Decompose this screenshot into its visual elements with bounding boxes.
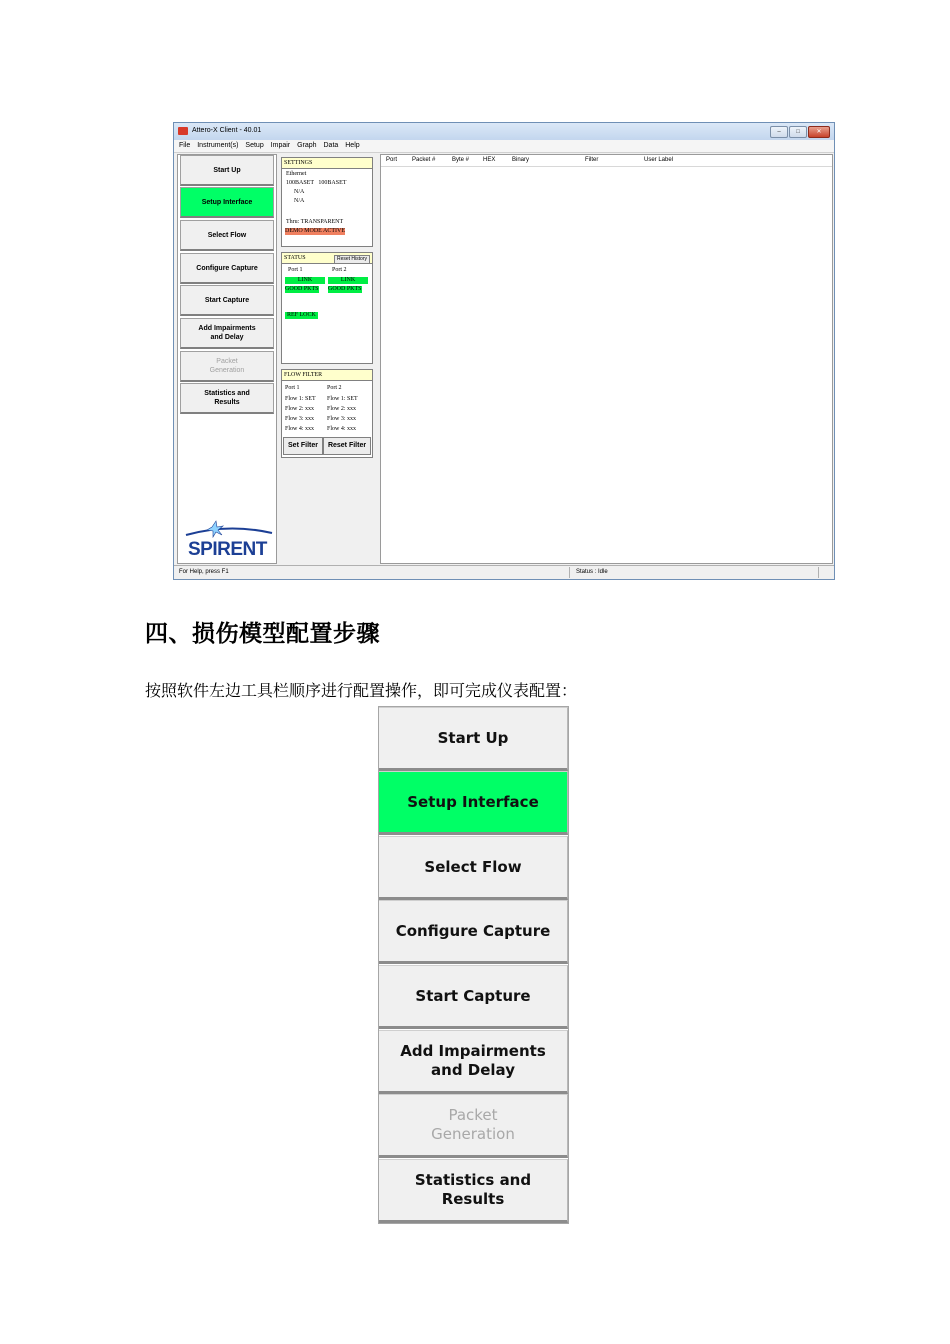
maximize-button[interactable]: □ [789,126,807,138]
tool-setup-interface-button[interactable]: Setup Interface [180,187,274,218]
spirent-logo-text: SPIRENT [188,539,267,560]
status-separator [569,567,570,578]
menu-help[interactable]: Help [345,142,360,149]
app-window [173,122,835,580]
capture-table[interactable] [380,154,833,564]
menu-file[interactable]: File [179,142,191,149]
tool-packet-generation-button[interactable]: Packet Generation [180,351,274,382]
status-bar [174,565,834,579]
settings-panel [281,157,373,247]
good-pkts-port1: GOOD PKTS [285,286,319,292]
spirent-logo [182,517,274,561]
setup-interface-button[interactable]: Setup Interface [379,771,568,835]
demo-mode-badge: DEMO MODE ACTIVE [285,228,345,234]
left-toolbar [177,154,277,564]
set-filter-button[interactable]: Set Filter [283,437,323,455]
flow-entry: Flow 3: xxx [327,416,357,422]
window-title: Attero-X Client - 40.01 [192,127,262,134]
column-header-port[interactable]: Port [386,157,398,163]
instruction-paragraph: 按照软件左边工具栏顺序进行配置操作，即可完成仪表配置： [145,681,578,700]
filter-port1-label: Port 1 [285,385,300,391]
settings-line: 100BASET 100BASET [286,180,347,186]
configure-capture-button[interactable]: Configure Capture [379,900,568,964]
menu-instruments[interactable]: Instrument(s) [197,142,239,149]
tool-add-impairments-button[interactable]: Add Impairments and Delay [180,318,274,349]
link-status-port1: LINK [285,277,325,284]
flow-filter-header: FLOW FILTER [282,370,372,381]
flow-entry: Flow 2: xxx [327,406,357,412]
status-port2-label: Port 2 [332,267,347,273]
title-bar[interactable] [174,123,834,141]
flow-filter-panel [281,369,373,458]
ref-lock-badge: REF LOCK [287,312,316,318]
status-panel [281,252,373,364]
column-header-byte[interactable]: Byte # [452,157,470,163]
settings-header: SETTINGS [282,158,372,169]
start-capture-button[interactable]: Start Capture [379,965,568,1029]
add-impairments-button[interactable]: Add Impairments and Delay [379,1030,568,1094]
start-up-button[interactable]: Start Up [379,707,568,771]
reset-history-button[interactable]: Reset History [334,255,370,264]
good-pkts-port2: GOOD PKTS [328,286,362,292]
tool-configure-capture-button[interactable]: Configure Capture [180,253,274,284]
help-hint: For Help, press F1 [179,569,229,575]
settings-line: N/A [294,198,305,204]
menu-bar [174,140,834,153]
column-header-filter[interactable]: Filter [585,157,599,163]
settings-line: Ethernet [286,171,307,177]
select-flow-button[interactable]: Select Flow [379,836,568,900]
close-button[interactable]: ✕ [808,126,830,138]
middle-panel [279,154,377,562]
column-header-binary[interactable]: Binary [512,157,530,163]
tool-start-up-button[interactable]: Start Up [180,155,274,186]
menu-setup[interactable]: Setup [245,142,264,149]
minimize-button[interactable]: – [770,126,788,138]
status-text: Status : Idle [576,569,608,575]
status-port1-label: Port 1 [288,267,303,273]
table-header [381,155,832,167]
column-header-hex[interactable]: HEX [483,157,496,163]
tool-statistics-results-button[interactable]: Statistics and Results [180,383,274,414]
settings-line: Thru: TRANSPARENT [286,219,344,225]
filter-port2-label: Port 2 [327,385,342,391]
enlarged-toolbar [378,706,569,1224]
app-icon [178,127,188,135]
section-heading: 四、损伤模型配置步骤 [145,620,380,647]
column-header-user-label[interactable]: User Label [644,157,674,163]
status-separator [818,567,819,578]
flow-entry: Flow 3: xxx [285,416,315,422]
menu-impair[interactable]: Impair [270,142,291,149]
flow-entry: Flow 4: xxx [285,426,315,432]
menu-data[interactable]: Data [323,142,339,149]
flow-entry: Flow 4: xxx [327,426,357,432]
statistics-results-button[interactable]: Statistics and Results [379,1159,568,1223]
reset-filter-button[interactable]: Reset Filter [323,437,371,455]
column-header-packet[interactable]: Packet # [412,157,436,163]
packet-generation-button[interactable]: Packet Generation [379,1094,568,1158]
flow-entry: Flow 1: SET [327,396,358,402]
flow-entry: Flow 2: xxx [285,406,315,412]
menu-graph[interactable]: Graph [297,142,317,149]
flow-entry: Flow 1: SET [285,396,316,402]
status-header: STATUS [282,253,372,264]
tool-start-capture-button[interactable]: Start Capture [180,285,274,316]
link-status-port2: LINK [328,277,368,284]
settings-line: N/A [294,189,305,195]
tool-select-flow-button[interactable]: Select Flow [180,220,274,251]
